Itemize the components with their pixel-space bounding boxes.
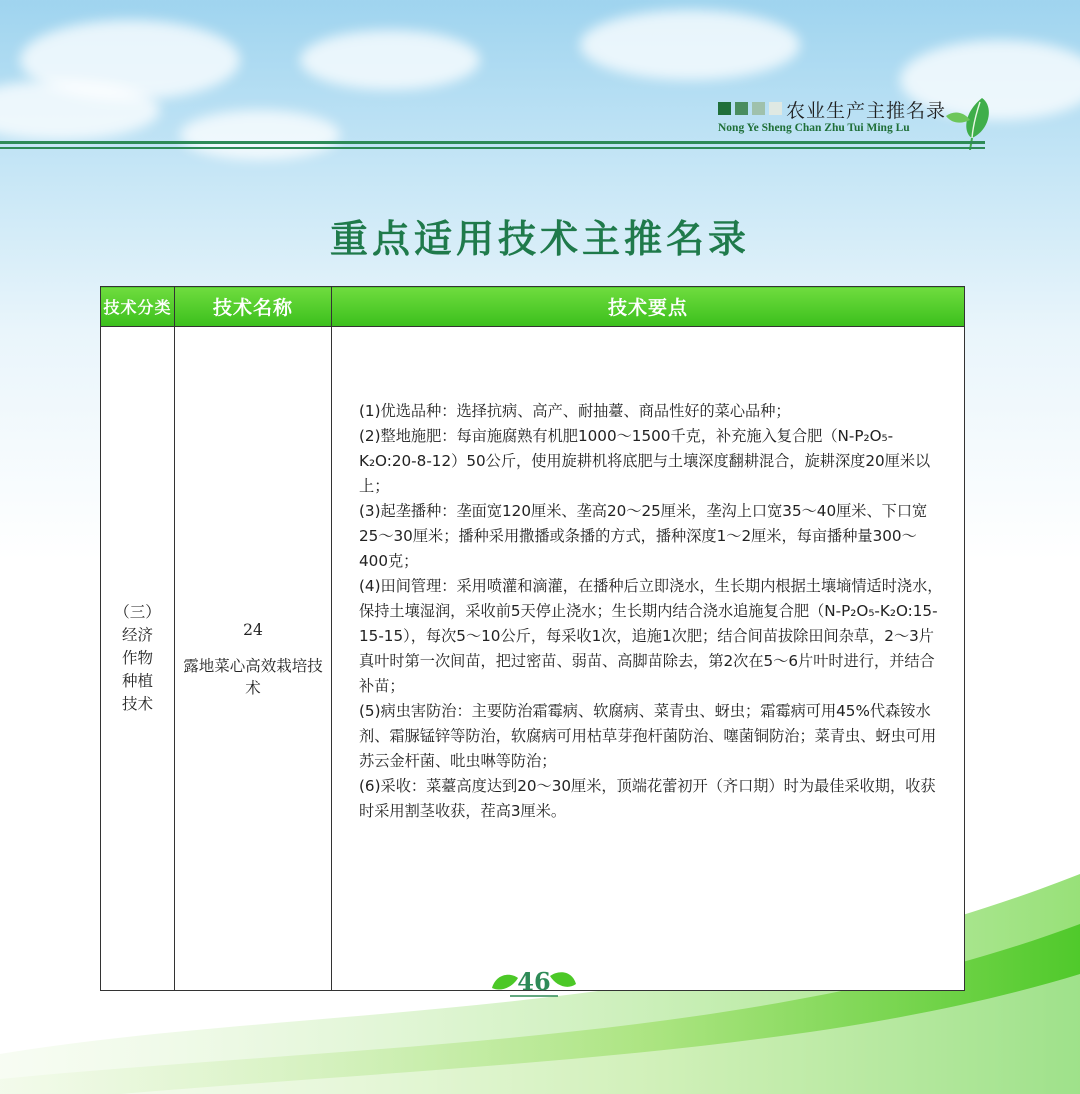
- category-line: 技术: [121, 695, 153, 713]
- header-tech-category: 技术分类: [101, 287, 175, 327]
- tech-name: 露地菜心高效栽培技术: [183, 656, 323, 697]
- category-line: 作物: [121, 649, 153, 667]
- page-number: 46: [517, 967, 551, 996]
- tech-point: (1)优选品种：选择抗病、高产、耐抽薹、商品性好的菜心品种；: [359, 402, 791, 420]
- cloud-decoration: [180, 110, 340, 160]
- category-line: 经济: [121, 626, 153, 644]
- header-tech-name: 技术名称: [175, 287, 332, 327]
- header-tech-points: 技术要点: [332, 287, 965, 327]
- header-divider: [0, 141, 985, 144]
- page-title: 重点适用技术主推名录: [329, 217, 750, 261]
- tech-name-cell: [175, 327, 332, 991]
- page-number-badge: [488, 962, 580, 1002]
- header-squares: [718, 102, 782, 115]
- cloud-decoration: [300, 30, 480, 90]
- table-header-row: [101, 287, 965, 327]
- header-title-pinyin: Nong Ye Sheng Chan Zhu Tui Ming Lu: [718, 122, 910, 134]
- category-line: （三）: [114, 603, 161, 621]
- header-square: [718, 102, 731, 115]
- tech-point: (5)病虫害防治：主要防治霜霉病、软腐病、菜青虫、蚜虫；霜霉病可用45%代森铵水剂、霜脲锰锌等防治，软腐病可用枯草芽孢杆菌防治、噻菌铜防治；菜青虫、蚜虫可用苏云金杆菌、吡虫啉等防治；: [359, 702, 937, 770]
- header-title-cn: 农业生产主推名录: [786, 100, 947, 122]
- table-row: [101, 327, 965, 991]
- tech-category-cell: [101, 327, 175, 991]
- tech-point: (4)田间管理：采用喷灌和滴灌，在播种后立即浇水，生长期内根据土壤墒情适时浇水，保持土壤湿润，采收前5天停止浇水；生长期内结合浇水追施复合肥（N-P₂O₅-K₂O:15-15-15），每次5～10公斤，每采收1次，追施1次肥；结合间苗拔除田间杂草，2～3片真叶时第一次间苗，把过密苗、弱苗、高脚苗除去，第2次在5～6片叶时进行，并结合补苗；: [359, 577, 943, 695]
- tech-point: (2)整地施肥：每亩施腐熟有机肥1000～1500千克，补充施入复合肥（N-P₂O₅-K₂O:20-8-12）50公斤，使用旋耕机将底肥与土壤深度翻耕混合，旋耕深度20厘米以上；: [359, 427, 931, 495]
- header-square: [735, 102, 748, 115]
- tech-number: 24: [243, 620, 263, 639]
- tech-table: [100, 286, 965, 991]
- header-square: [769, 102, 782, 115]
- category-line: 种植: [121, 672, 153, 690]
- cloud-decoration: [580, 10, 800, 80]
- tech-point: (6)采收：菜薹高度达到20～30厘米，顶端花蕾初开（齐口期）时为最佳采收期，收获时采用割茎收获，茬高3厘米。: [359, 777, 936, 820]
- tech-points-cell: [332, 327, 965, 991]
- header-square: [752, 102, 765, 115]
- tech-point: (3)起垄播种：垄面宽120厘米、垄高20～25厘米，垄沟上口宽35～40厘米、下口宽25～30厘米；播种采用撒播或条播的方式，播种深度1～2厘米，每亩播种量300～400克；: [359, 502, 928, 570]
- header-divider: [0, 147, 985, 149]
